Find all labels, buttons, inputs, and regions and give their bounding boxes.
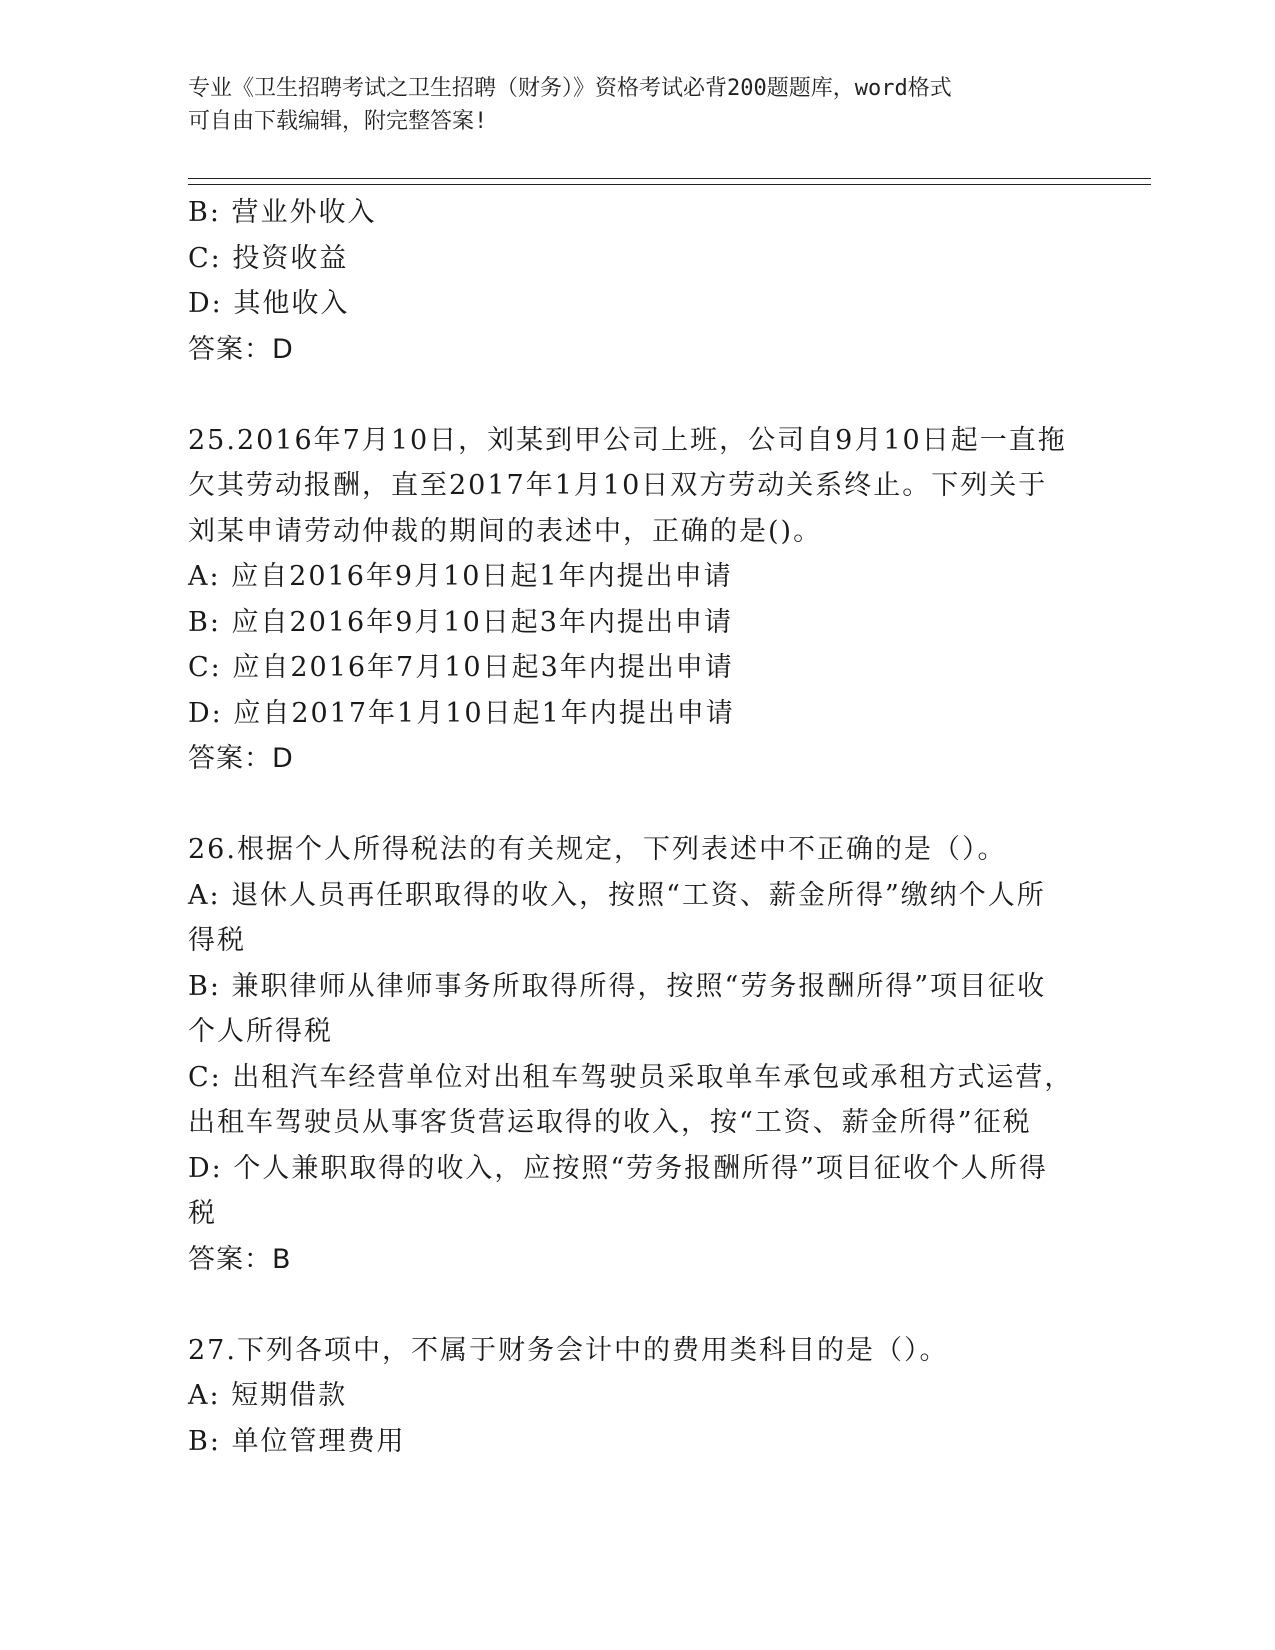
option-a-line-1: A: 退休人员再任职取得的收入，按照“工资、薪金所得”缴纳个人所 [188,879,1046,911]
question-25-text-line-1: 25.2016年7月10日，刘某到甲公司上班，公司自9月10日起一直拖 [188,424,1067,456]
question-26-block [188,827,1088,1282]
option-b: B: 营业外收入 [188,197,377,228]
answer-line: 答案：D [188,333,294,365]
spacer [188,782,1088,828]
question-content [188,190,1088,1464]
option-b-line-2: 个人所得税 [188,1016,333,1047]
header-title-line-2: 可自由下载编辑，附完整答案! [188,109,488,134]
question-25-text-line-2: 欠其劳动报酬，直至2017年1月10日双方劳动关系终止。下列关于 [188,470,1048,501]
option-d-line-2: 税 [188,1198,217,1229]
spacer [188,372,1088,418]
question-25-text-line-3: 刘某申请劳动仲裁的期间的表述中，正确的是()。 [188,515,823,547]
option-d: D: 其他收入 [188,288,350,319]
option-b-line-1: B: 兼职律师从律师事务所取得所得，按照“劳务报酬所得”项目征收 [188,970,1047,1002]
option-b: B: 应自2016年9月10日起3年内提出申请 [188,606,733,638]
header-title-line-1: 专业《卫生招聘考试之卫生招聘（财务）》资格考试必背200题题库，word格式 [188,76,952,101]
prev-question-block [188,190,1088,372]
option-c-line-2: 出租车驾驶员从事客货营运取得的收入，按“工资、薪金所得”征税 [188,1107,1032,1138]
question-25-block [188,418,1088,782]
answer-line: 答案：B [188,1243,292,1275]
question-26-text: 26.根据个人所得税法的有关规定，下列表述中不正确的是（）。 [188,834,1007,865]
option-c-line-1: C: 出租汽车经营单位对出租车驾驶员采取单车承包或承租方式运营， [188,1061,1074,1093]
header-divider-bottom [188,184,1151,185]
option-d-line-1: D: 个人兼职取得的收入，应按照“劳务报酬所得”项目征收个人所得 [188,1152,1048,1184]
option-a-line-2: 得税 [188,925,246,956]
spacer [188,1282,1088,1328]
header-divider-top [188,178,1151,179]
option-a: A: 应自2016年9月10日起1年内提出申请 [188,561,733,592]
document-header [188,72,1088,138]
question-27-text: 27.下列各项中，不属于财务会计中的费用类科目的是（）。 [188,1334,949,1366]
option-c: C: 应自2016年7月10日起3年内提出申请 [188,652,734,683]
option-d: D: 应自2017年1月10日起1年内提出申请 [188,697,735,729]
answer-line: 答案：D [188,743,294,774]
option-b: B: 单位管理费用 [188,1425,406,1457]
option-a: A: 短期借款 [188,1380,348,1411]
question-27-block [188,1328,1088,1465]
option-c: C: 投资收益 [188,242,349,274]
